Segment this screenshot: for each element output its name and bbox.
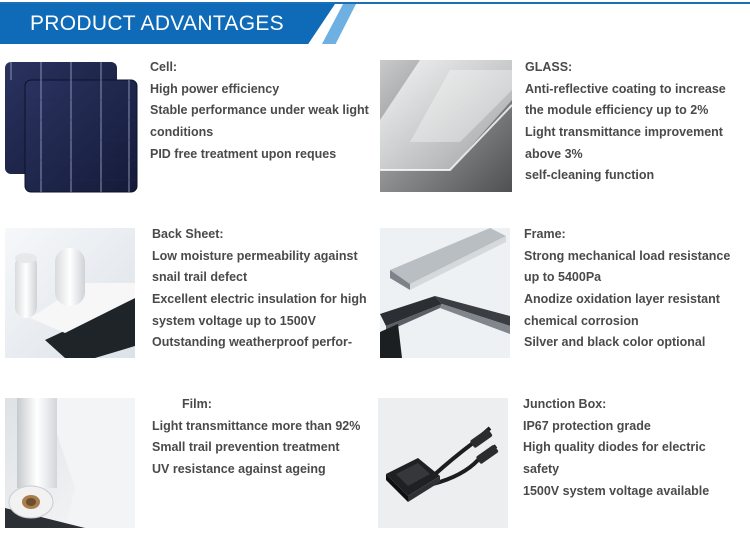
film-title: Film: [182, 397, 212, 411]
junction-box-line: High quality diodes for electric [523, 440, 706, 455]
junction-box-description [523, 394, 709, 502]
glass-line: self-cleaning function [525, 168, 655, 183]
glass-line: Light transmittance improvement [525, 125, 723, 140]
frame-line: Strong mechanical load resistance [524, 248, 731, 263]
back-sheet-line: Excellent electric insulation for high [152, 292, 367, 307]
glass-description [525, 57, 726, 187]
frame-title: Frame: [524, 227, 566, 241]
cell-line: Stable performance under weak light [150, 103, 369, 118]
frame-line: up to 5400Pa [524, 270, 602, 285]
junction-box-line: safety [523, 462, 560, 477]
junction-box-title: Junction Box: [523, 397, 607, 411]
film-line: Small trail prevention treatment [152, 440, 340, 455]
junction-box-image [378, 398, 508, 528]
frame-line: chemical corrosion [524, 313, 639, 328]
cell-description [150, 57, 369, 165]
back-sheet-line: system voltage up to 1500V [152, 313, 316, 328]
junction-box-line: IP67 protection grade [523, 418, 651, 433]
back-sheet-description [152, 224, 367, 354]
glass-line: the module efficiency up to 2% [525, 103, 709, 118]
film-description [152, 394, 360, 481]
cell-image [5, 60, 138, 193]
frame-line: Anodize oxidation layer resistant [524, 292, 720, 307]
cell-line: conditions [150, 125, 214, 140]
glass-line: Anti-reflective coating to increase [525, 81, 726, 96]
junction-box-line: 1500V system voltage available [523, 483, 710, 498]
cell-line: High power efficiency [150, 81, 280, 96]
glass-image [380, 60, 512, 192]
cell-title: Cell: [150, 60, 178, 74]
page-title: PRODUCT ADVANTAGES [30, 12, 284, 35]
film-line: UV resistance against ageing [152, 462, 326, 477]
film-image [5, 398, 135, 528]
section-banner [0, 0, 750, 44]
back-sheet-image [5, 228, 135, 358]
film-line: Light transmittance more than 92% [152, 418, 361, 433]
frame-description [524, 224, 730, 354]
cell-line: PID free treatment upon reques [150, 146, 337, 161]
back-sheet-line: snail trail defect [152, 270, 248, 285]
frame-image [380, 228, 510, 358]
glass-title: GLASS: [525, 60, 573, 74]
back-sheet-line: Outstanding weatherproof perfor- [152, 335, 352, 350]
back-sheet-title: Back Sheet: [152, 227, 224, 241]
glass-line: above 3% [525, 146, 583, 161]
frame-line: Silver and black color optional [524, 335, 706, 350]
back-sheet-line: Low moisture permeability against [152, 248, 358, 263]
